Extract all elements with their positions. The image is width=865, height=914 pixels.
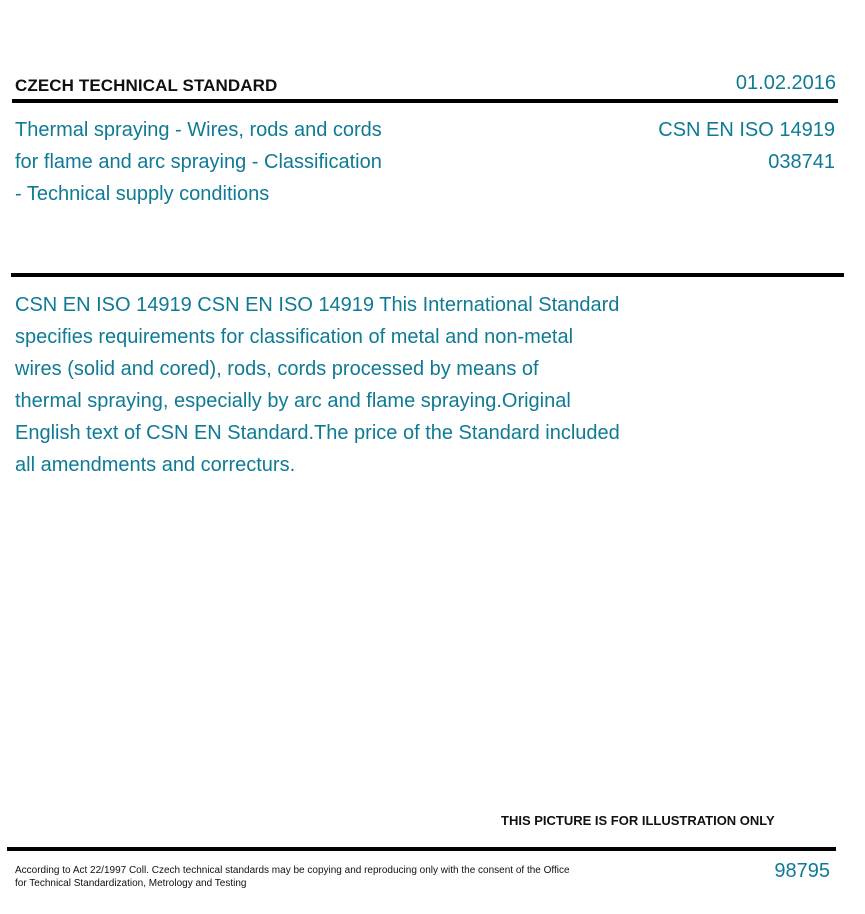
title-line: - Technical supply conditions xyxy=(15,183,270,205)
abstract-line: specifies requirements for classification of metal and non-metal xyxy=(15,326,574,348)
abstract-line: wires (solid and cored), rods, cords processed by means of xyxy=(15,358,539,380)
abstract-line: CSN EN ISO 14919 CSN EN ISO 14919 This International Standard xyxy=(15,294,620,316)
legal-line: for Technical Standardization, Metrology and Testing xyxy=(15,878,247,889)
footer-divider xyxy=(7,847,836,851)
publication-date: 01.02.2016 xyxy=(735,72,836,94)
legal-line: According to Act 22/1997 Coll. Czech technical standards may be copying and reproducing only with the consent of the Office xyxy=(15,865,570,876)
footer-code: 98795 xyxy=(774,860,830,882)
standard-code: 038741 xyxy=(768,151,835,173)
abstract-line: thermal spraying, especially by arc and flame spraying.Original xyxy=(15,390,571,412)
section-divider xyxy=(11,273,844,277)
standard-title xyxy=(15,114,455,210)
title-line: for flame and arc spraying - Classification xyxy=(15,151,382,173)
illustration-note: THIS PICTURE IS FOR ILLUSTRATION ONLY xyxy=(501,813,775,828)
abstract-line: all amendments and correcturs. xyxy=(15,454,296,476)
legal-notice xyxy=(15,864,615,890)
standard-number: CSN EN ISO 14919 xyxy=(658,119,835,141)
abstract-line: English text of CSN EN Standard.The price of the Standard included xyxy=(15,422,620,444)
header-divider xyxy=(12,99,838,103)
title-line: Thermal spraying - Wires, rods and cords xyxy=(15,119,382,141)
standard-abstract xyxy=(15,289,705,481)
document-header-label: CZECH TECHNICAL STANDARD xyxy=(15,76,278,95)
